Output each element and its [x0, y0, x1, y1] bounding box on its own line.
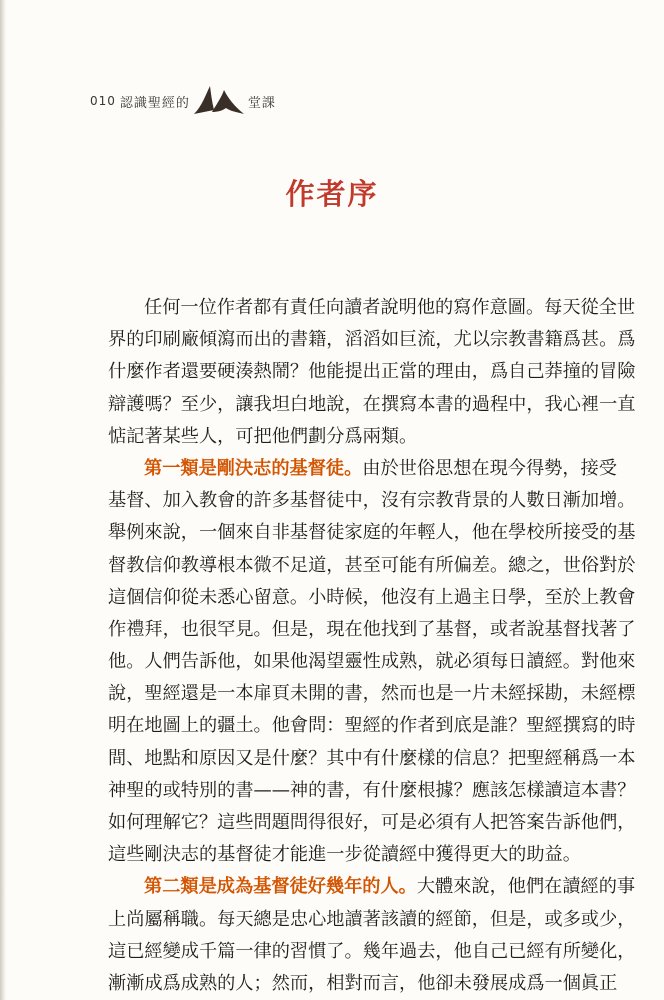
preface-title: 作者序: [285, 177, 379, 211]
text-line: [108, 453, 617, 485]
page-number: 010: [90, 94, 116, 108]
text-line: 界的印刷廠傾瀉而出的書籍，滔滔如巨流，尤以宗教書籍爲甚。爲: [108, 329, 636, 351]
text-line: 基督、加入教會的許多基督徒中，沒有宗教背景的人數日漸加增。: [108, 490, 636, 512]
highlight-heading-second-type: 第二類是成為基督徒好幾年的人。: [144, 876, 417, 898]
mountain-peak-icon: [192, 84, 246, 118]
text-line: 漸漸成爲成熟的人；然而，相對而言，他卻未發展成爲一個眞正: [108, 972, 618, 994]
text-line: 這個信仰從未悉心留意。小時候，他沒有上過主日學，至於上教會: [108, 586, 636, 608]
text-line: 什麼作者還要硬湊熱鬧？他能提出正當的理由，爲自己莽撞的冒險: [108, 361, 636, 383]
book-title-part2: 堂課: [247, 95, 276, 111]
text-line: 他。人們告訴他，如果他渴望靈性成熟，就必須每日讀經。對他來: [108, 651, 636, 673]
text-line-rest: 大體來說，他們在讀經的事: [416, 876, 636, 898]
text-line: 辯護嗎？至少，讓我坦白地說，在撰寫本書的過程中，我心裡一直: [108, 393, 636, 415]
text-line: 惦記著某些人，可把他們劃分爲兩類。: [108, 425, 418, 447]
text-line: 間、地點和原因又是什麼？其中有什麼樣的信息？把聖經稱爲一本: [108, 747, 636, 769]
text-line-rest: 由於世俗思想在現今得勢，接受: [362, 457, 617, 479]
body-text: [108, 292, 636, 1000]
text-line: 督教信仰教導根本微不足道，甚至可能有所偏差。總之，世俗對於: [108, 554, 636, 576]
text-line: [108, 871, 636, 903]
text-line: 如何理解它？這些問題問得很好，可是必須有人把答案告訴他們，: [108, 812, 636, 833]
text-line: 說，聖經還是一本扉頁未開的書，然而也是一片未經採勘，未經標: [108, 683, 636, 705]
text-line: 這些剛決志的基督徒才能進一步從讀經中獲得更大的助益。: [108, 844, 581, 866]
text-line: 上尚屬稱職。每天總是忠心地讀著該讀的經節，但是，或多或少，: [108, 908, 636, 930]
page-edge-shadow: [0, 0, 6, 1000]
text-line: 這已經變成千篇一律的習慣了。幾年過去，他自己已經有所變化，: [108, 940, 636, 962]
running-head: [90, 84, 276, 118]
highlight-heading-first-type: 第一類是剛決志的基督徒。: [144, 457, 363, 479]
text-line: 明在地圖上的疆土。他會問：聖經的作者到底是誰？聖經撰寫的時: [108, 715, 636, 737]
text-line: 作禮拜，也很罕見。但是，現在他找到了基督，或者說基督找著了: [108, 618, 636, 640]
text-line: 舉例來說，一個來自非基督徒家庭的年輕人，他在學校所接受的基: [108, 522, 636, 544]
text-line: 神聖的或特別的書——神的書，有什麼根據？應該怎樣讀這本書？: [108, 779, 636, 801]
text-line: 任何一位作者都有責任向讀者說明他的寫作意圖。每天從全世: [144, 297, 636, 318]
book-title-part1: 認識聖經的: [119, 95, 190, 111]
